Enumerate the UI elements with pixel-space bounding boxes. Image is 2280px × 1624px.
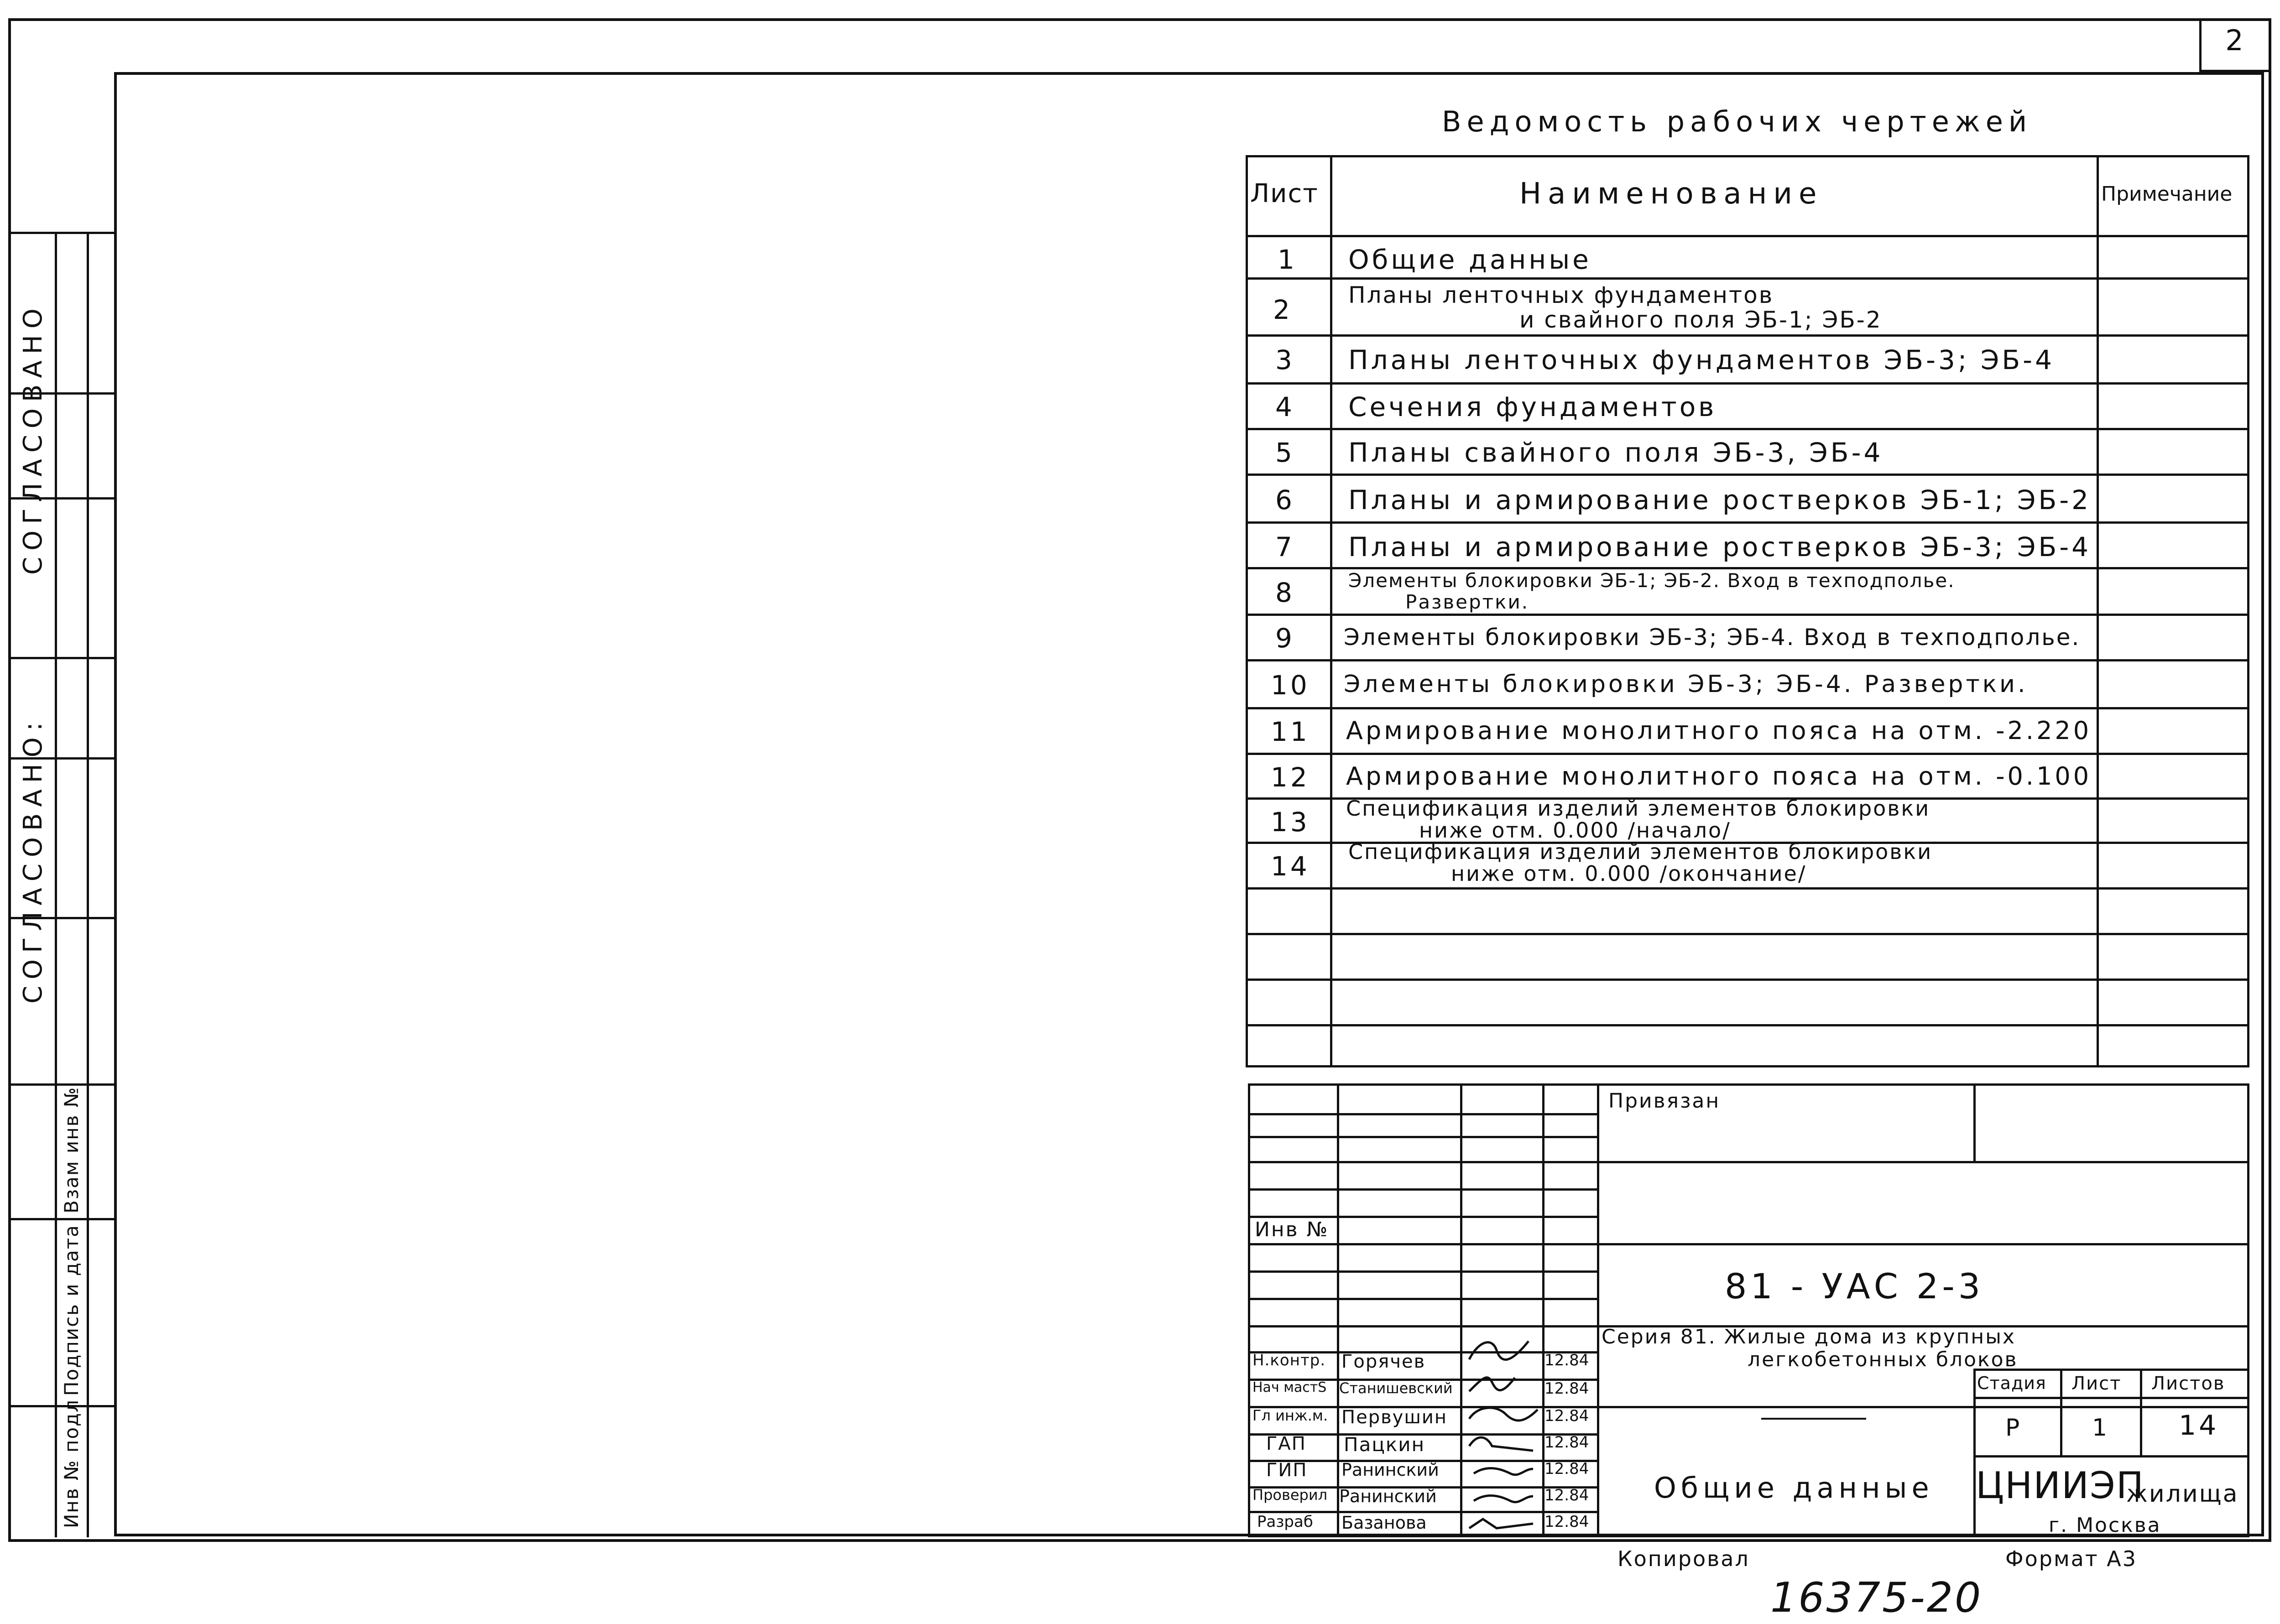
row-line bbox=[1246, 1024, 2249, 1026]
row-14-name-b: ниже отм. 0.000 /окончание/ bbox=[1451, 861, 1807, 886]
person-role: Нач мастS bbox=[1252, 1379, 1327, 1395]
row-10-sheet: 10 bbox=[1271, 670, 1310, 701]
stamp-vline bbox=[1337, 1083, 1339, 1537]
side-line-1 bbox=[55, 233, 57, 1537]
stamp-hline bbox=[1248, 1325, 1597, 1327]
row-line bbox=[1246, 474, 2249, 476]
row-1-sheet: 1 bbox=[1278, 244, 1297, 275]
city: г. Москва bbox=[2049, 1514, 2161, 1537]
row-8-name-a: Элементы блокировки ЭБ-1; ЭБ-2. Вход в техподполье. bbox=[1348, 569, 1955, 592]
row-5-name: Планы свайного поля ЭБ-3, ЭБ-4 bbox=[1348, 437, 1883, 468]
stamp-hline bbox=[1597, 1243, 2249, 1245]
row-7-name: Планы и армирование ростверков ЭБ-3; ЭБ-4 bbox=[1348, 531, 2092, 562]
stamp-vline bbox=[1597, 1083, 1599, 1537]
row-line bbox=[1246, 382, 2249, 385]
header-sep bbox=[1246, 235, 2249, 237]
sheets-label: Листов bbox=[2151, 1373, 2225, 1394]
col-sep-1 bbox=[1330, 155, 1332, 1067]
person-date: 12.84 bbox=[1544, 1433, 1589, 1452]
person-name: Первушин bbox=[1341, 1407, 1448, 1428]
row-14-sheet: 14 bbox=[1271, 851, 1310, 882]
format-label: Формат А3 bbox=[2005, 1546, 2137, 1571]
soglasovano-label-1: СОГЛАСОВАНО bbox=[18, 302, 48, 575]
stamp-hline bbox=[1248, 1270, 1597, 1273]
row-9-name: Элементы блокировки ЭБ-3; ЭБ-4. Вход в техподполье. bbox=[1344, 624, 2081, 651]
privyazan-label: Привязан bbox=[1608, 1089, 1721, 1113]
person-date: 12.84 bbox=[1544, 1460, 1589, 1478]
row-line bbox=[1246, 707, 2249, 709]
person-date: 12.84 bbox=[1544, 1379, 1589, 1398]
side-line-2 bbox=[87, 233, 89, 1537]
row-14-name-a: Спецификация изделий элементов блокировки bbox=[1348, 839, 1933, 864]
stamp-vline bbox=[2140, 1369, 2142, 1455]
podpis-data-label: Подпись и дата bbox=[60, 1224, 83, 1396]
stamp-hline bbox=[1248, 1188, 1597, 1191]
row-11-name: Армирование монолитного пояса на отм. -2.220 bbox=[1346, 716, 2092, 745]
person-role: Гл инж.м. bbox=[1252, 1407, 1328, 1424]
person-date: 12.84 bbox=[1544, 1513, 1589, 1531]
person-name: Горячев bbox=[1341, 1351, 1426, 1372]
row-10-name: Элементы блокировки ЭБ-3; ЭБ-4. Развертки. bbox=[1344, 671, 2028, 698]
row-2-name-b: и свайного поля ЭБ-1; ЭБ-2 bbox=[1519, 307, 1882, 333]
row-line bbox=[1246, 659, 2249, 661]
row-line bbox=[1246, 979, 2249, 981]
row-11-sheet: 11 bbox=[1271, 716, 1310, 747]
row-3-sheet: 3 bbox=[1275, 344, 1295, 375]
inv-no-label: Инв № bbox=[1255, 1218, 1329, 1241]
stamp-hline bbox=[1248, 1161, 1597, 1163]
sheets-value: 14 bbox=[2179, 1410, 2219, 1442]
stamp-hline bbox=[1973, 1397, 2249, 1399]
series-line-2: легкобетонных блоков bbox=[1748, 1348, 2018, 1371]
row-line bbox=[1246, 933, 2249, 935]
stamp-hline bbox=[1973, 1455, 2249, 1457]
archive-number: 16375-20 bbox=[1770, 1574, 1983, 1622]
row-7-sheet: 7 bbox=[1275, 531, 1295, 562]
row-line bbox=[1246, 887, 2249, 890]
row-6-sheet: 6 bbox=[1275, 484, 1295, 515]
header-sheet: Лист bbox=[1250, 179, 1319, 208]
sheet-value: 1 bbox=[2092, 1414, 2110, 1442]
kopiroval-label: Копировал bbox=[1617, 1546, 1750, 1571]
row-12-sheet: 12 bbox=[1271, 762, 1310, 793]
side-h-7 bbox=[8, 1218, 115, 1220]
person-date: 12.84 bbox=[1544, 1407, 1589, 1425]
row-line bbox=[1246, 334, 2249, 337]
organization: ЦНИИЭП bbox=[1976, 1464, 2144, 1507]
row-13-sheet: 13 bbox=[1271, 807, 1310, 838]
signatures bbox=[1460, 1332, 1547, 1537]
person-name: Станишевский bbox=[1339, 1379, 1453, 1397]
row-8-sheet: 8 bbox=[1275, 577, 1295, 608]
person-name: Базанова bbox=[1341, 1513, 1427, 1533]
row-line bbox=[1246, 521, 2249, 524]
row-line bbox=[1246, 277, 2249, 280]
row-13-name-b: ниже отм. 0.000 /начало/ bbox=[1419, 818, 1731, 843]
organization-suffix: жилища bbox=[2126, 1480, 2239, 1508]
person-role: Проверил bbox=[1252, 1486, 1328, 1504]
person-role: ГИП bbox=[1266, 1460, 1308, 1481]
person-role: ГАП bbox=[1266, 1433, 1306, 1454]
person-date: 12.84 bbox=[1544, 1351, 1589, 1369]
col-sep-2 bbox=[2097, 155, 2099, 1067]
side-h-6 bbox=[8, 1083, 115, 1086]
page-number: 2 bbox=[2225, 24, 2246, 57]
row-2-sheet: 2 bbox=[1273, 294, 1293, 325]
stamp-hline bbox=[1248, 1136, 1597, 1138]
row-9-sheet: 9 bbox=[1275, 623, 1295, 654]
row-4-sheet: 4 bbox=[1275, 391, 1295, 422]
row-13-name-a: Спецификация изделий элементов блокировки bbox=[1346, 796, 1930, 821]
header-name: Наименование bbox=[1519, 177, 1823, 211]
soglasovano-label-2: СОГЛАСОВАНО: bbox=[18, 716, 48, 1004]
person-name: Ранинский bbox=[1341, 1460, 1439, 1480]
stamp-vline bbox=[1973, 1083, 1976, 1162]
person-date: 12.84 bbox=[1544, 1486, 1589, 1504]
row-line bbox=[1246, 753, 2249, 755]
stamp-hline bbox=[1248, 1298, 1597, 1300]
document-code: 81 - УАС 2-3 bbox=[1725, 1266, 1984, 1306]
person-role: Разраб bbox=[1257, 1513, 1313, 1531]
stamp-hline bbox=[1597, 1161, 2249, 1163]
row-5-sheet: 5 bbox=[1275, 437, 1295, 468]
stage-label: Стадия bbox=[1977, 1373, 2046, 1393]
row-1-name: Общие данные bbox=[1348, 244, 1591, 275]
series-line-1: Серия 81. Жилые дома из крупных bbox=[1602, 1325, 2016, 1348]
person-role: Н.контр. bbox=[1252, 1351, 1326, 1369]
person-name: Пацкин bbox=[1344, 1433, 1425, 1456]
row-line bbox=[1246, 614, 2249, 616]
person-name: Ранинский bbox=[1339, 1486, 1437, 1506]
stage-value: Р bbox=[2005, 1414, 2023, 1442]
row-8-name-b: Развертки. bbox=[1405, 591, 1529, 613]
row-line bbox=[1246, 428, 2249, 430]
dash-line bbox=[1761, 1418, 1866, 1420]
side-top bbox=[8, 232, 115, 234]
header-note: Примечание bbox=[2101, 182, 2233, 206]
vzam-inv-label: Взам инв № bbox=[60, 1086, 83, 1213]
stamp-hline bbox=[1248, 1113, 1597, 1115]
row-2-name-a: Планы ленточных фундаментов bbox=[1348, 282, 1774, 308]
stamp-vline bbox=[1973, 1369, 1976, 1536]
sheet-label: Лист bbox=[2071, 1373, 2122, 1394]
stamp-hline bbox=[1248, 1243, 1597, 1245]
row-6-name: Планы и армирование ростверков ЭБ-1; ЭБ-2 bbox=[1348, 484, 2092, 515]
stamp-doc-title: Общие данные bbox=[1654, 1471, 1934, 1504]
stamp-hline bbox=[1597, 1406, 2249, 1408]
row-4-name: Сечения фундаментов bbox=[1348, 391, 1717, 422]
row-12-name: Армирование монолитного пояса на отм. -0.100 bbox=[1346, 762, 2092, 791]
row-3-name: Планы ленточных фундаментов ЭБ-3; ЭБ-4 bbox=[1348, 344, 2055, 375]
stamp-vline bbox=[2060, 1369, 2062, 1455]
drawing-list-title: Ведомость рабочих чертежей bbox=[1442, 105, 2033, 138]
inv-podl-label: Инв № подл bbox=[60, 1399, 83, 1528]
side-h-3 bbox=[8, 657, 115, 659]
